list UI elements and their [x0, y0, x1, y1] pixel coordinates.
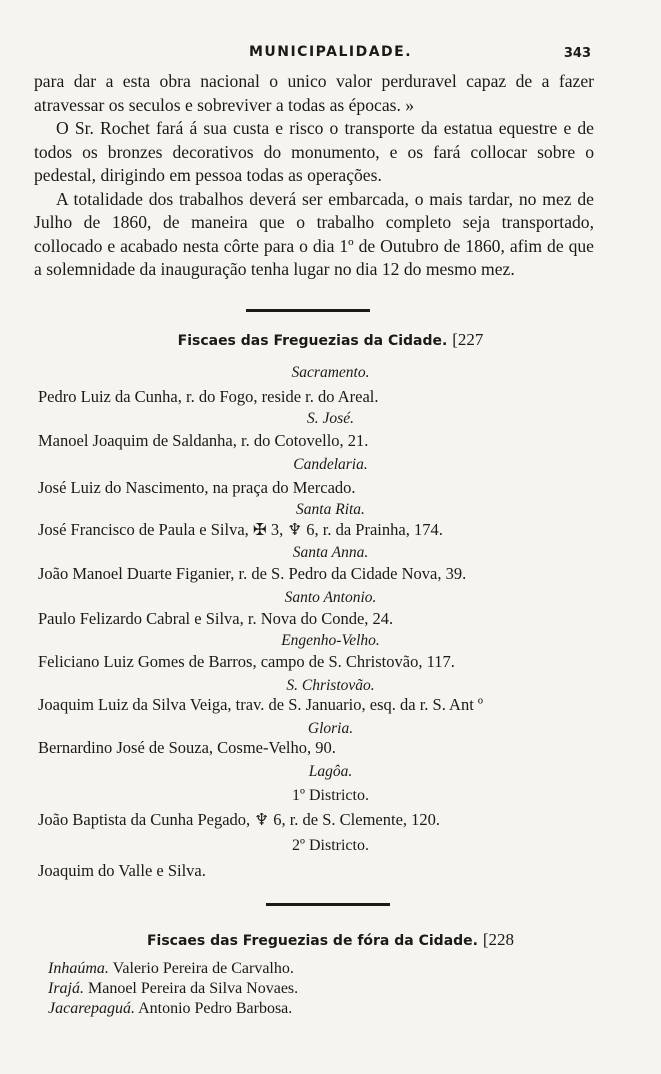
- section-title-outside: [0, 930, 661, 950]
- official-entry: Joaquim Luiz da Silva Veiga, trav. de S. Januario, esq. da r. S. Ant º: [38, 695, 484, 714]
- parish-name: Engenho-Velho.: [281, 632, 380, 649]
- official-entry: Joaquim do Valle e Silva.: [38, 861, 206, 880]
- official-name: Valerio Pereira de Carvalho.: [112, 960, 294, 977]
- official-entry: João Manoel Duarte Figanier, r. de S. Pedro da Cidade Nova, 39.: [38, 564, 467, 583]
- running-title: MUNICIPALIDADE.: [248, 44, 413, 60]
- district-name: 1º Districto.: [292, 787, 369, 804]
- parish-place: Irajá.: [48, 980, 84, 997]
- paragraph: para dar a esta obra nacional o unico valor perduravel capaz de a fazer atravessar os seculos e sobreviver a todas as épocas. »: [34, 71, 594, 115]
- parish-name: Candelaria.: [293, 456, 368, 473]
- parish-name: Santo Antonio.: [284, 589, 377, 606]
- parish-name: Lagôa.: [308, 763, 353, 780]
- section-title-text: Fiscaes das Freguezias da Cidade.: [177, 333, 448, 349]
- outer-parish-entry: [48, 980, 298, 998]
- page-number: 343: [563, 46, 591, 61]
- parish-name: S. José.: [307, 410, 354, 427]
- body-text: [34, 70, 594, 282]
- section-number: [227: [452, 330, 484, 349]
- parish-name: Gloria.: [307, 720, 354, 737]
- official-entry: Feliciano Luiz Gomes de Barros, campo de S. Christovão, 117.: [38, 652, 455, 671]
- official-name: Manoel Pereira da Silva Novaes.: [88, 980, 299, 997]
- official-entry: Bernardino José de Souza, Cosme-Velho, 90.: [38, 738, 336, 757]
- parish-name: Sacramento.: [291, 364, 370, 381]
- outer-parish-entry: [48, 960, 294, 978]
- official-entry: José Francisco de Paula e Silva, ✠ 3, ♆ 6, r. da Prainha, 174.: [38, 520, 443, 539]
- section-divider: [246, 309, 370, 312]
- official-name: Antonio Pedro Barbosa.: [138, 1000, 293, 1017]
- official-entry: João Baptista da Cunha Pegado, ♆ 6, r. de S. Clemente, 120.: [38, 810, 441, 829]
- section-title-city: [0, 330, 661, 350]
- page-header: [0, 44, 661, 66]
- parish-place: Jacarepaguá.: [48, 1000, 135, 1017]
- official-entry: Pedro Luiz da Cunha, r. do Fogo, reside r. do Areal.: [38, 387, 379, 406]
- official-entry: Manoel Joaquim de Saldanha, r. do Cotovello, 21.: [38, 431, 369, 450]
- official-entry: Paulo Felizardo Cabral e Silva, r. Nova do Conde, 24.: [38, 609, 394, 628]
- section-divider: [266, 903, 390, 906]
- section-title-text: Fiscaes das Freguezias de fóra da Cidade.: [146, 933, 478, 949]
- paragraph: A totalidade dos trabalhos deverá ser embarcada, o mais tardar, no mez de Julho de 1860, de maneira que o trabalho completo seja transportado, collocado e acabado nesta côrte para o dia 1º de Outubro de 1860, afim de que a solemnidade da inauguração tenha lugar no dia 12 do mesmo mez.: [34, 188, 594, 279]
- parish-name: Santa Rita.: [296, 501, 365, 518]
- parish-name: Santa Anna.: [292, 544, 369, 561]
- section-number: [228: [482, 930, 515, 949]
- parish-name: S. Christovão.: [286, 677, 375, 694]
- outer-parish-entry: [48, 1000, 292, 1018]
- official-entry: José Luiz do Nascimento, na praça do Mercado.: [38, 478, 356, 497]
- parish-place: Inhaúma.: [48, 960, 109, 977]
- paragraph: O Sr. Rochet fará á sua custa e risco o transporte da estatua equestre e de todos os bronzes decorativos do monumento, e os fará collocar sobre o pedestal, dirigindo em pessoa todas as operações.: [34, 118, 594, 185]
- district-name: 2º Districto.: [292, 837, 369, 854]
